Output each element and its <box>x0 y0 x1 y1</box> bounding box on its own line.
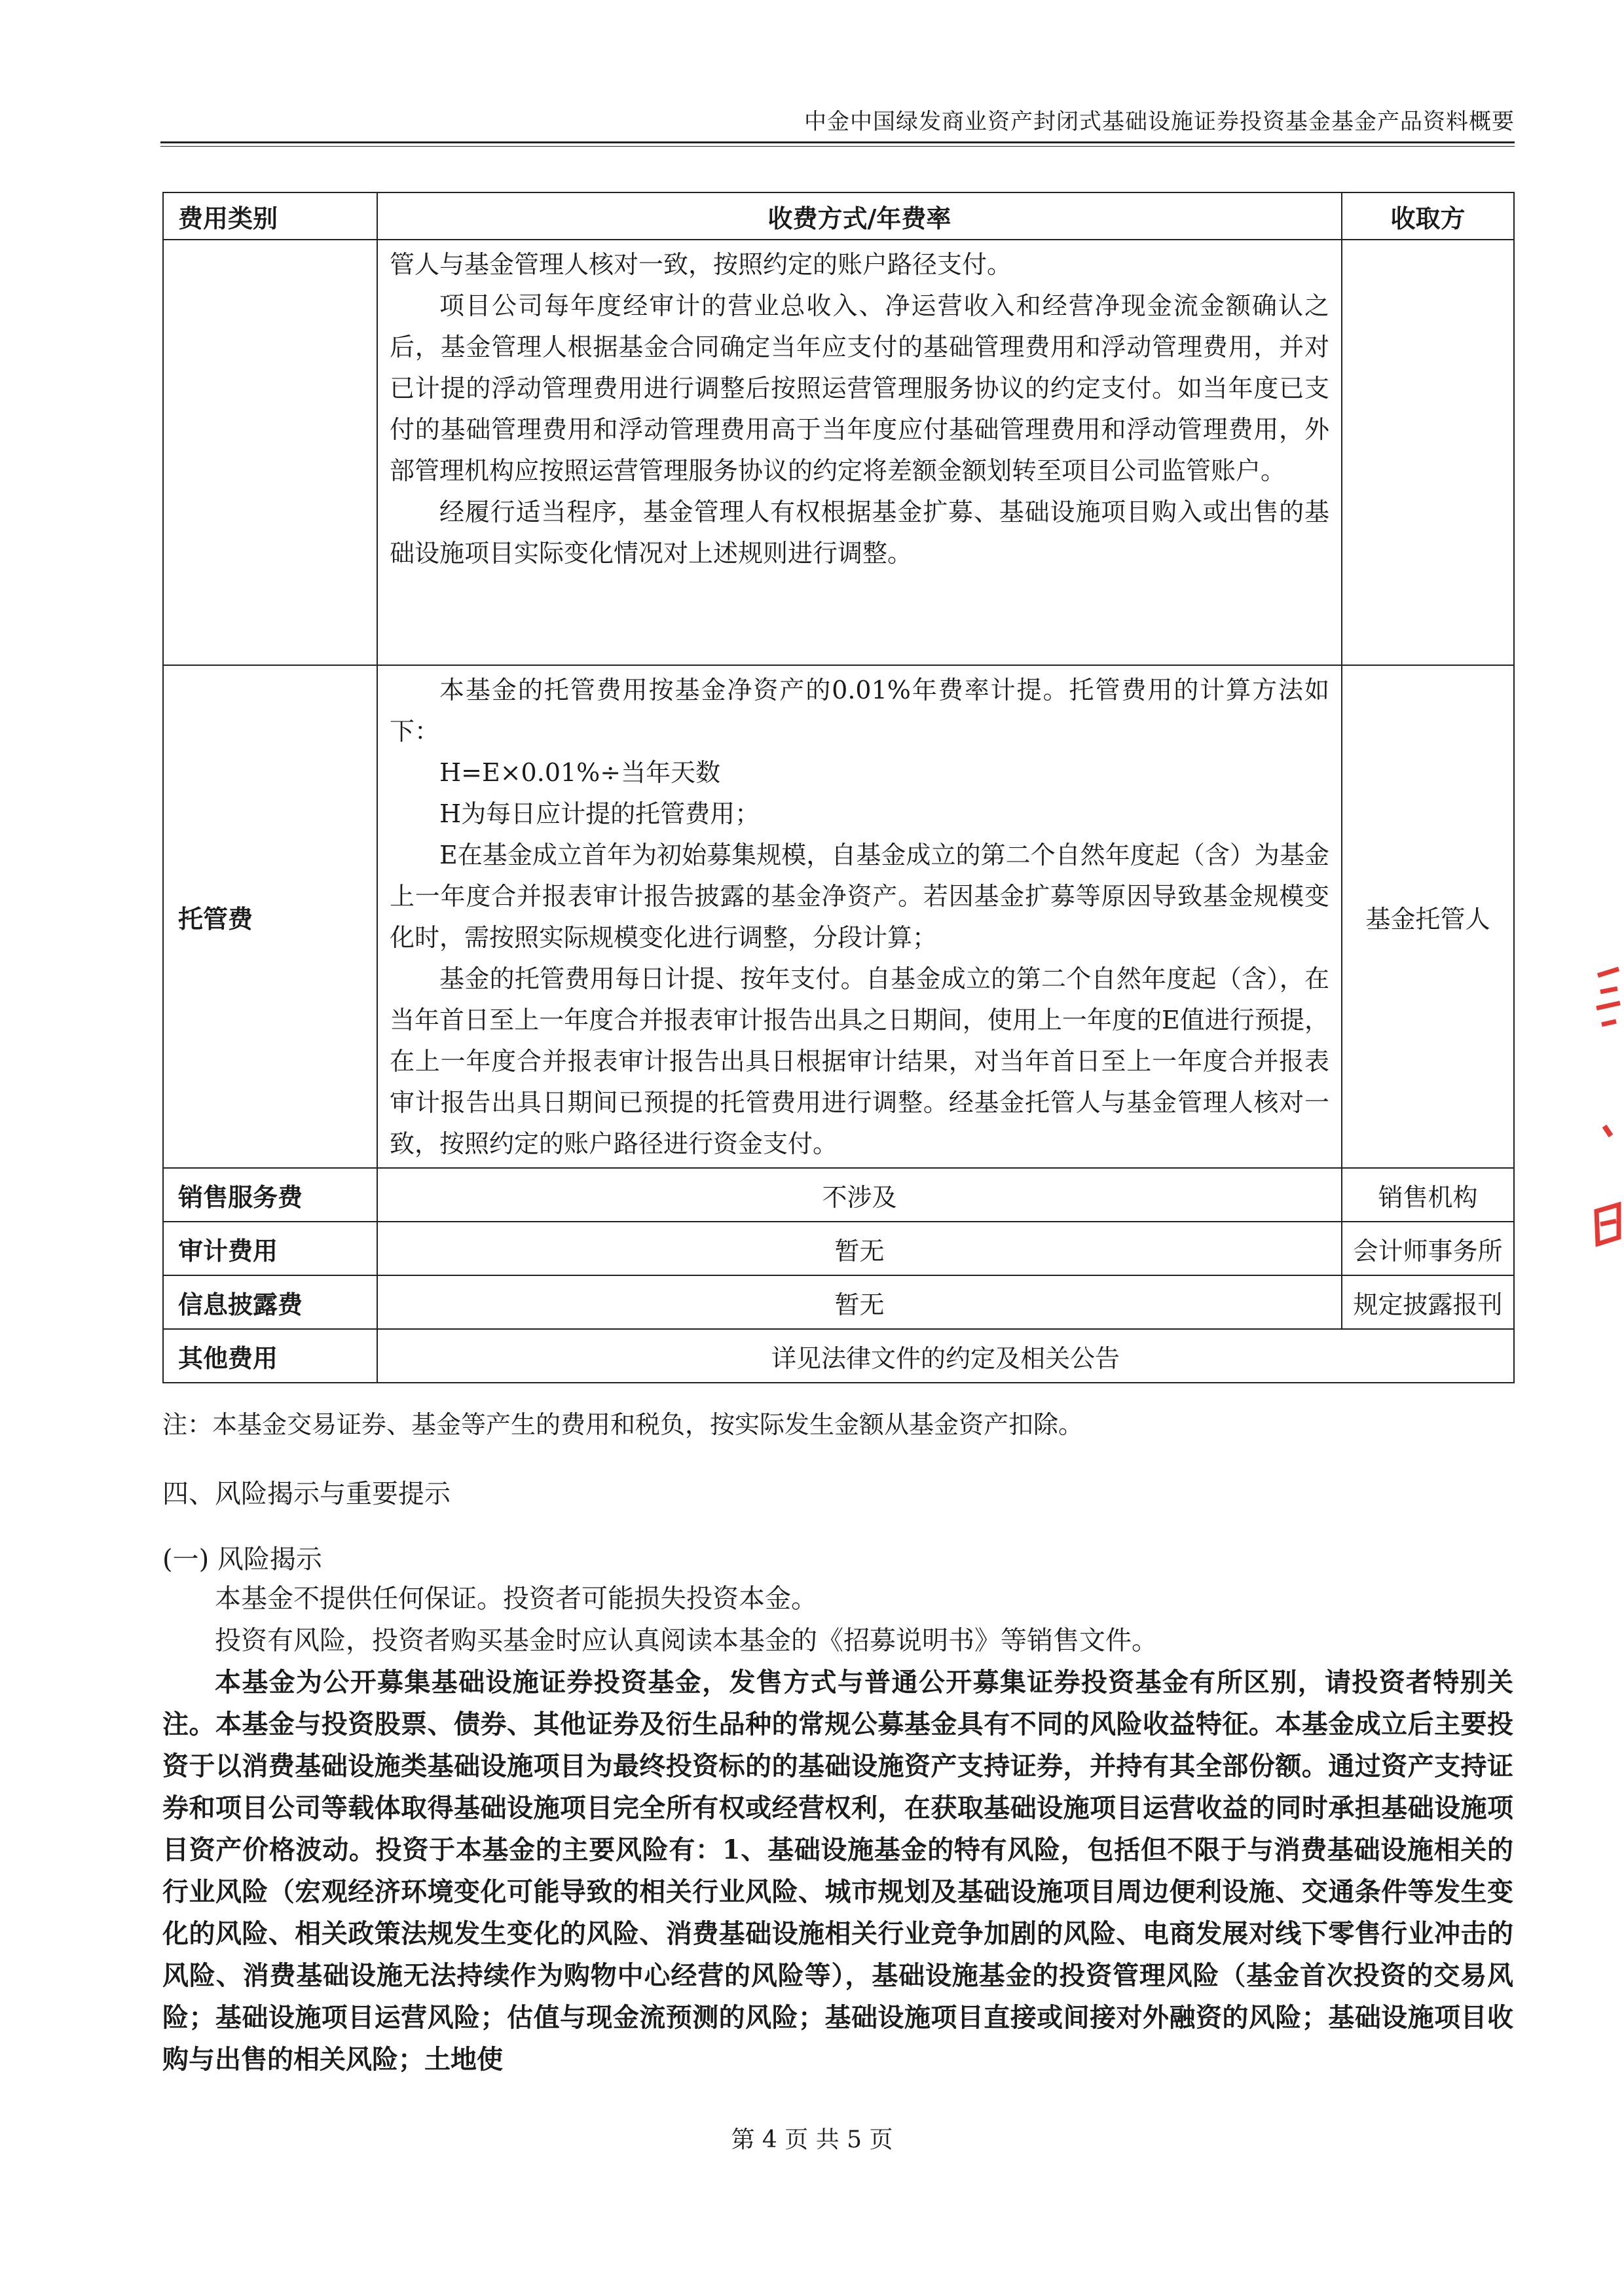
category-cell: 审计费用 <box>163 1222 377 1275</box>
table-row <box>163 1275 1514 1329</box>
method-paragraph: 经履行适当程序，基金管理人有权根据基金扩募、基础设施项目购入或出售的基础设施项目实际变化情况对上述规则进行调整。 <box>390 498 1329 568</box>
category-cell: 销售服务费 <box>163 1168 377 1222</box>
table-row <box>163 665 1514 1168</box>
method-cell: 暂无 <box>377 1275 1342 1329</box>
method-paragraph: 项目公司每年度经审计的营业总收入、净运营收入和经营净现金流金额确认之后，基金管理人根据基金合同确定当年应支付的基础管理费用和浮动管理费用，并对已计提的浮动管理费用进行调整后按照运营管理服务协议的约定支付。如当年度已支付的基础管理费用和浮动管理费用高于当年度应付基础管理费用和浮动管理费用，外部管理机构应按照运营管理服务协议的约定将差额金额划转至项目公司监管账户。 <box>390 291 1329 485</box>
body-paragraph: 本基金不提供任何保证。投资者可能损失投资本金。 <box>215 1584 817 1614</box>
seal-stamp-icon <box>1585 956 1624 1296</box>
table-note: 注：本基金交易证券、基金等产生的费用和税负，按实际发生金额从基金资产扣除。 <box>162 1410 1084 1439</box>
header-rule-thin <box>160 146 1515 147</box>
section-title: 四、风险揭示与重要提示 <box>162 1479 451 1509</box>
table-row <box>163 240 1514 665</box>
method-paragraph: H为每日应计提的托管费用； <box>439 799 760 828</box>
col-header-category: 费用类别 <box>163 192 377 240</box>
receiver-cell <box>1342 240 1514 665</box>
method-paragraph: 基金的托管费用每日计提、按年支付。自基金成立的第二个自然年度起（含），在当年首日至上一年度合并报表审计报告出具之日期间，使用上一年度的E值进行预提，在上一年度合并报表审计报告出具日根据审计结果，对当年首日至上一年度合并报表审计报告出具日期间已预提的托管费用进行调整。经基金托管人与基金管理人核对一致，按照约定的账户路径进行资金支付。 <box>390 964 1329 1158</box>
method-paragraph: E在基金成立首年为初始募集规模，自基金成立的第二个自然年度起（含）为基金上一年度合并报表审计报告披露的基金净资产。若因基金扩募等原因导致基金规模变化时，需按照实际规模变化进行调整，分段计算； <box>390 841 1329 952</box>
risk-body <box>162 1578 1513 2081</box>
receiver-cell: 规定披露报刊 <box>1342 1275 1514 1329</box>
fee-table <box>162 192 1515 1383</box>
table-row <box>163 1222 1514 1275</box>
category-cell: 其他费用 <box>163 1329 377 1383</box>
receiver-cell: 基金托管人 <box>1342 665 1514 1168</box>
col-header-receiver: 收取方 <box>1342 192 1514 240</box>
method-paragraph: 管人与基金管理人核对一致，按照约定的账户路径支付。 <box>390 250 1012 279</box>
subsection-title: (一) 风险揭示 <box>162 1544 322 1575</box>
method-cell: 详见法律文件的约定及相关公告 <box>377 1329 1514 1383</box>
fee-table-header-row <box>163 192 1514 240</box>
body-paragraph: 投资有风险，投资者购买基金时应认真阅读本基金的《招募说明书》等销售文件。 <box>215 1626 1158 1656</box>
table-row <box>163 1168 1514 1222</box>
col-header-method: 收费方式/年费率 <box>377 192 1342 240</box>
category-cell: 托管费 <box>163 665 377 1168</box>
category-cell <box>163 240 377 665</box>
category-cell: 信息披露费 <box>163 1275 377 1329</box>
formula: H=E×0.01%÷当年天数 <box>439 758 721 787</box>
method-cell <box>377 665 1342 1168</box>
body-paragraph-bold: 本基金为公开募集基础设施证券投资基金，发售方式与普通公开募集证券投资基金有所区别，请投资者特别关注。本基金与投资股票、债券、其他证券及衍生品种的常规公募基金具有不同的风险收益特征。本基金成立后主要投资于以消费基础设施类基础设施项目为最终投资标的的基础设施资产支持证券，并持有其全部份额。通过资产支持证券和项目公司等载体取得基础设施项目完全所有权或经营权利，在获取基础设施项目运营收益的同时承担基础设施项目资产价格波动。投资于本基金的主要风险有：1、基础设施基金的特有风险，包括但不限于与消费基础设施相关的行业风险（宏观经济环境变化可能导致的相关行业风险、城市规划及基础设施项目周边便利设施、交通条件等发生变化的风险、相关政策法规发生变化的风险、消费基础设施相关行业竞争加剧的风险、电商发展对线下零售行业冲击的风险、消费基础设施无法持续作为购物中心经营的风险等），基础设施基金的投资管理风险（基金首次投资的交易风险；基础设施项目运营风险；估值与现金流预测的风险；基础设施项目直接或间接对外融资的风险；基础设施项目收购与出售的相关风险；土地使 <box>162 1667 1513 2075</box>
page-number: 第 4 页 共 5 页 <box>731 2126 893 2153</box>
method-paragraph: 本基金的托管费用按基金净资产的0.01%年费率计提。托管费用的计算方法如下： <box>390 676 1329 746</box>
table-row <box>163 1329 1514 1383</box>
receiver-cell: 销售机构 <box>1342 1168 1514 1222</box>
header-rule <box>160 141 1515 143</box>
method-cell: 不涉及 <box>377 1168 1342 1222</box>
receiver-cell: 会计师事务所 <box>1342 1222 1514 1275</box>
method-cell: 暂无 <box>377 1222 1342 1275</box>
method-cell <box>377 240 1342 665</box>
document-header-title: 中金中国绿发商业资产封闭式基础设施证券投资基金基金产品资料概要 <box>804 109 1515 135</box>
